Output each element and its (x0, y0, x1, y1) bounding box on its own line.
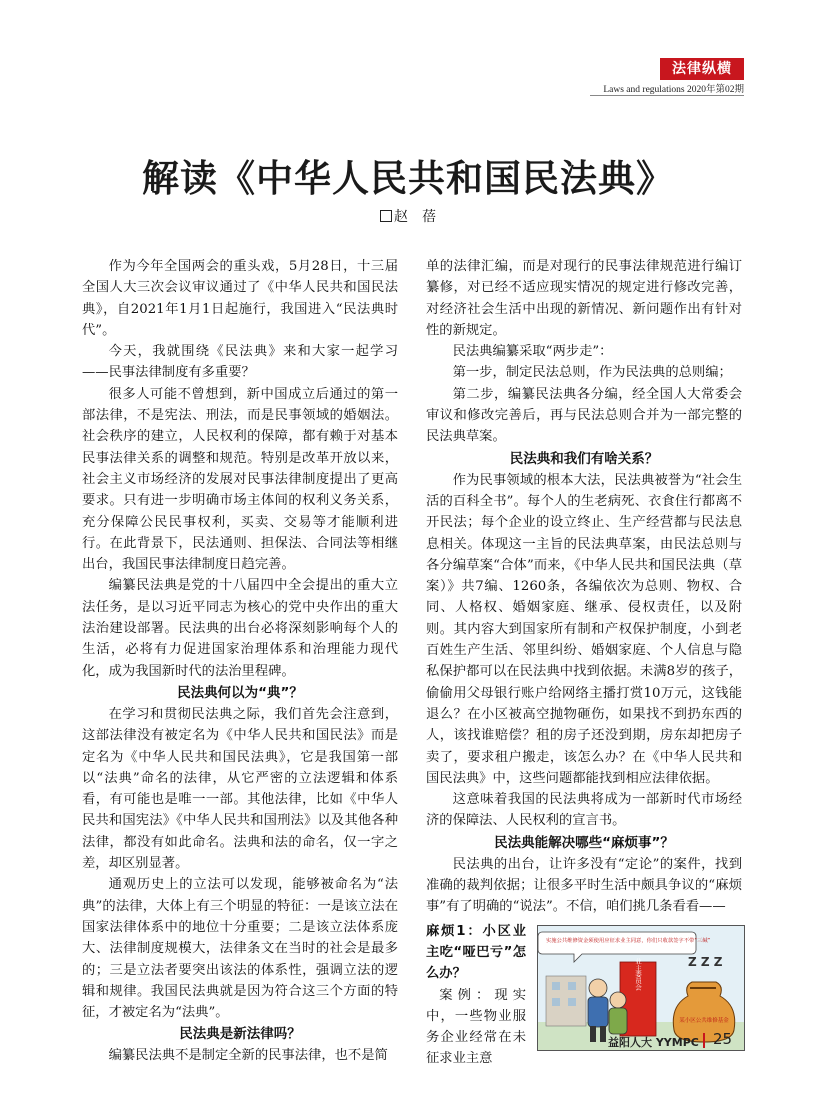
board-text: 业主委员会 (634, 957, 642, 990)
paragraph: 作为民事领域的根本大法，民法典被誉为“社会生活的百科全书”。每个人的生老病死、衣食住行都离不开民法；每个企业的设立终止、生产经营都与民法息息相关。体现这一主旨的民法典草案，由民法总则与各分编草案“合体”而来，《中华人民共和国民法典（草案）》共7编、1260条，各编依次为总则、物权、合同、人格权、婚姻家庭、继承、侵权责任，以及附则。其内容大到国家所有制和产权保护制度，小到老百姓生产生活、邻里纠纷、婚姻家庭、个人信息与隐私保护都可以在民法典中找到依据。未满8岁的孩子，偷偷用父母银行账户给网络主播打赏10万元，这钱能退么？在小区被高空抛物砸伤，如果找不到扔东西的人，该找谁赔偿？租的房子还没到期，房东却把房子卖了，要求租户搬走，该怎么办？在《中华人民共和国民法典》中，这些问题都能找到相应法律依据。 (426, 472, 742, 786)
paragraph: 第二步，编纂民法典各分编，经全国人大常委会审议和修改完善后，再与民法总则合并为一部完整的民法典草案。 (426, 386, 742, 445)
section-heading: 民法典是新法律吗？ (179, 1026, 301, 1043)
right-column (426, 256, 742, 1067)
paragraph: 作为今年全国两会的重头戏，5月28日，十三届全国人大三次会议审议通过了《中华人民共和国民法典》，自2021年1月1日起施行，我国进入“民法典时代”。 (82, 259, 398, 338)
paragraph: 今天，我就围绕《民法典》来和大家一起学习——民事法律制度有多重要？ (82, 344, 398, 381)
paragraph: 民法典的出台，让许多没有“定论”的案件，找到准确的裁判依据；让很多平时生活中颇具争议的“麻烦事”有了明确的“说法”。不信，咱们挑几条看看—— (426, 856, 742, 915)
paragraph: 通观历史上的立法可以发现，能够被命名为“法典”的法律，大体上有三个明显的特征：一是该立法在国家法律体系中的地位十分重要；二是该立法体系庞大、法律制度规模大，法律条文在当时的社会是最多的；三是立法者要突出该法的体系性，强调立法的逻辑和规律。我国民法典就是因为符合这三个方面的特征，才被定名为“法典”。 (82, 877, 398, 1021)
case-block (426, 921, 742, 1067)
author-name: 赵 蓓 (394, 209, 436, 225)
paragraph: 编纂民法典是党的十八届四中全会提出的重大立法任务，是以习近平同志为核心的党中央作出的重大法治建设部署。民法典的出台必将深刻影响每个人的生活，必将有力促进国家治理体系和治理能力现代化，成为我国新时代的法治里程碑。 (82, 578, 398, 679)
article-title: 解读《中华人民共和国民法典》 (142, 156, 674, 200)
header-divider (590, 95, 744, 96)
paragraph: 编纂民法典不是制定全新的民事法律，也不是简 (108, 1048, 388, 1064)
bag-text: 某小区公共维修基金 (679, 1017, 729, 1024)
case-body: 案例：现实中，一些物业服务企业经常在未征求业主意 (426, 987, 526, 1067)
author-box-icon (380, 210, 392, 222)
case-text (426, 921, 526, 1070)
author-line (0, 206, 816, 226)
footer-magazine: 益阳人大 YYMPC (608, 1036, 699, 1049)
paragraph: 在学习和贯彻民法典之际，我们首先会注意到，这部法律没有被定名为《中华人民共和国民法》而是定名为《中华人民共和国民法典》，它是我国第一部以“法典”命名的法律，从它严密的立法逻辑和体系看，有可能也是唯一一部。其他法律，比如《中华人民共和国宪法》《中华人民共和国刑法》以及其他各种法律，都没有如此命名。法典和法的命名，仅一字之差，却区别显著。 (82, 706, 398, 872)
paragraph: 很多人可能不曾想到，新中国成立后通过的第一部法律，不是宪法、刑法，而是民事领域的婚姻法。社会秩序的建立，人民权利的保障，都有赖于对基本民事法律关系的调整和规范。特别是改革开放以来，社会主义市场经济的发展对民事法律制度提出了更高要求。只有进一步明确市场主体间的权利义务关系，充分保障公民民事权利，买卖、交易等才能顺利进行。在此背景下，民法通则、担保法、合同法等相继出台，我国民事法律制度日趋完善。 (82, 386, 398, 573)
paragraph: 这意味着我国的民法典将成为一部新时代市场经济的保障法、人民权利的宣言书。 (426, 792, 742, 829)
section-heading: 民法典能解决哪些“麻烦事”？ (494, 834, 674, 851)
paragraph: 民法典编纂采取“两步走”： (452, 344, 613, 360)
section-heading: 民法典和我们有啥关系？ (509, 450, 659, 467)
case-question: 麻烦1：小区业主吃“哑巴亏”怎么办？ (426, 923, 526, 982)
left-column (82, 256, 398, 1067)
speech-text: 实施公共维修资金须使用应征求业主同意，你们只收款签字不带“三缄” (546, 937, 711, 944)
section-heading: 民法典何以为“典”？ (177, 684, 303, 701)
page-number: 25 (713, 1030, 733, 1048)
paragraph: 单的法律汇编，而是对现行的民事法律规范进行编订纂修，对已经不适应现实情况的规定进行修改完善，对经济社会生活中出现的新情况、新问题作出有针对性的新规定。 (426, 259, 742, 338)
footer-divider (703, 1033, 705, 1048)
section-tag: 法律纵横 (660, 58, 744, 80)
zzz-text: Z Z Z (688, 954, 723, 969)
paragraph: 第一步，制定民法总则，作为民法典的总则编； (452, 365, 732, 381)
right-column-text (426, 256, 742, 918)
issue-line: Laws and regulations 2020年第02期 (603, 85, 744, 95)
